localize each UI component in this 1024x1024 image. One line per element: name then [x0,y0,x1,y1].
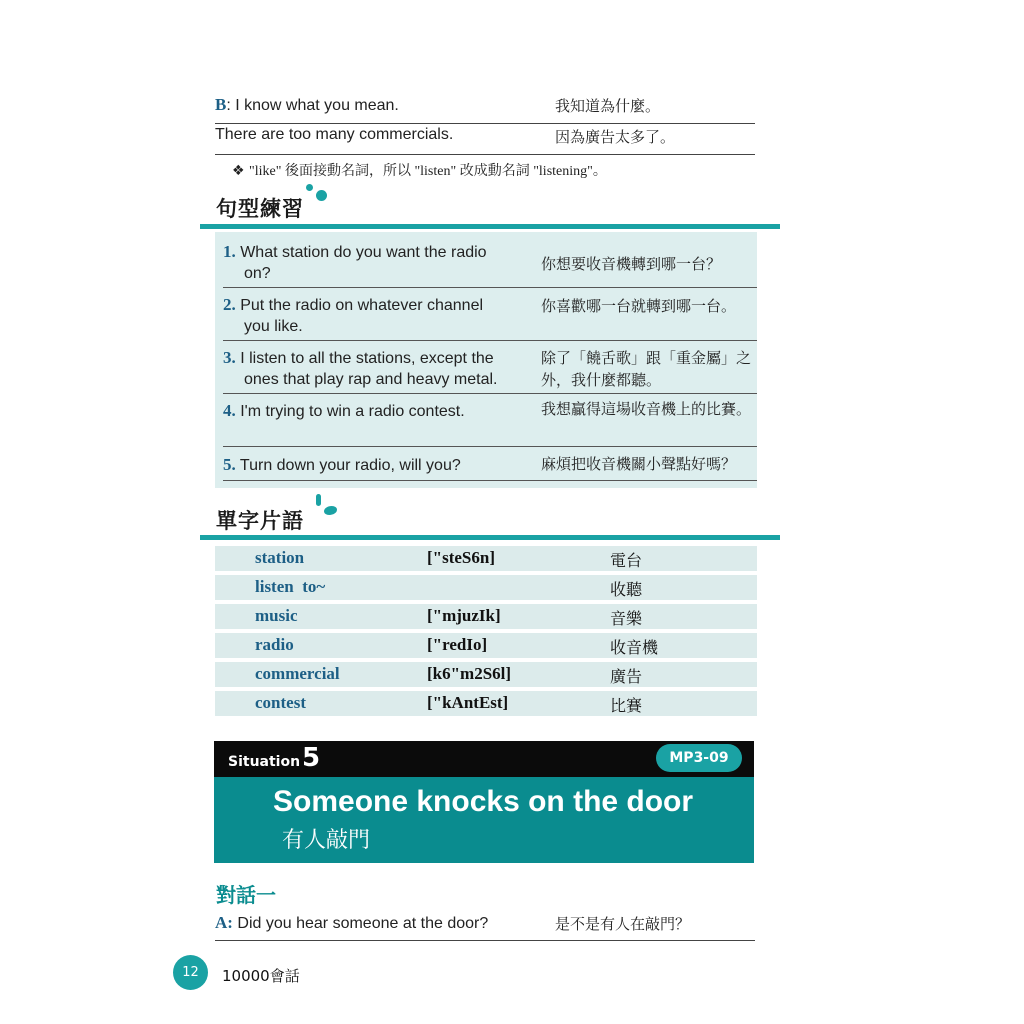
item-text-line2: on? [244,265,271,282]
item-number: 2. [223,295,236,314]
practice-item [223,241,757,288]
practice-item [223,398,757,447]
vocab-word: station [255,548,305,567]
note-text: "like" 後面接動名詞，所以 "listen" 改成動名詞 "listening"。 [249,164,607,179]
speaker-label: B [215,95,227,114]
vocab-phonetic: ["mjuzIk] [427,606,501,625]
vocab-title: 單字片語 [216,509,304,533]
audio-track-badge: MP3-09 [656,744,742,772]
vocab-word: radio [255,635,294,654]
practice-english [223,454,533,476]
item-text-line1: Turn down your radio, will you? [239,457,461,474]
vocab-word: listen to~ [255,577,326,596]
item-number: 4. [223,401,236,420]
item-number: 5. [223,455,236,474]
vocab-row [215,604,757,629]
decor-dot-icon [306,184,313,191]
vocab-phonetic: [k6"m2S6l] [427,664,512,683]
grammar-note [232,160,607,180]
speaker-label: A: [215,913,233,932]
dialogue-text: Did you hear someone at the door? [237,915,489,932]
section-rule [200,224,780,229]
dialogue-text: There are too many commercials. [215,126,454,143]
dialogue-chinese: 我知道為什麼。 [555,97,661,115]
vocab-phonetic: ["redIo] [427,635,488,654]
section-rule [200,535,780,540]
practice-english [223,294,533,337]
note-bullet-icon: ❖ [232,163,245,179]
practice-english [223,241,533,284]
item-translation: 除了「饒舌歌」跟「重金屬」之外，我什麼都聽。 [541,349,752,389]
vocab-meaning: 收聽 [610,580,643,599]
practice-item [223,294,757,341]
vocab-word: contest [255,693,306,712]
dialogue-chinese: 因為廣告太多了。 [555,128,676,146]
practice-item [223,347,757,394]
speaker-separator: : [226,97,236,114]
decor-dot-icon [316,190,327,201]
vocab-row [215,662,757,687]
situation-banner [214,777,754,863]
item-number: 3. [223,348,236,367]
practice-title: 句型練習 [216,197,304,221]
situation-number: 5 [302,743,321,773]
vocab-row [215,691,757,716]
vocab-meaning: 廣告 [610,667,643,686]
item-number: 1. [223,242,236,261]
dialogue-row [215,912,755,941]
dialogue-english [215,126,453,144]
dialogue-text: I know what you mean. [235,97,399,114]
situation-header [214,741,754,777]
vocab-phonetic: ["kAntEst] [427,693,509,712]
dialogue-title: 對話一 [216,883,276,907]
situation-subtitle: 有人敲門 [282,828,371,853]
dialogue-english [215,95,399,115]
practice-box [215,232,757,488]
vocab-meaning: 收音機 [610,638,659,657]
vocab-row [215,575,757,600]
dialogue-row [215,93,755,124]
item-text-line1: I'm trying to win a radio contest. [240,403,465,420]
item-text-line1: What station do you want the radio [240,244,487,261]
dialogue-row [215,124,755,155]
practice-english [223,347,533,390]
item-text-line1: Put the radio on whatever channel [240,297,484,314]
vocab-word: commercial [255,664,340,683]
page-number: 12 [173,955,208,990]
vocab-meaning: 比賽 [610,696,643,715]
vocab-row [215,546,757,571]
item-text-line1: I listen to all the stations, except the [240,350,494,367]
vocab-row [215,633,757,658]
practice-item [223,453,757,481]
item-translation: 麻煩把收音機關小聲點好嗎？ [541,455,737,473]
dialogue-chinese: 是不是有人在敲門？ [555,915,691,933]
decor-drop-icon [316,494,321,506]
item-text-line2: ones that play rap and heavy metal. [244,371,498,388]
item-text-line2: you like. [244,318,303,335]
vocab-word: music [255,606,298,625]
practice-english [223,400,533,422]
book-title: 10000會話 [222,967,300,985]
vocab-meaning: 電台 [610,551,643,570]
vocab-phonetic: ["steS6n] [427,548,495,567]
decor-drop-icon [324,506,337,515]
item-translation: 我想贏得這場收音機上的比賽。 [541,400,752,418]
vocab-meaning: 音樂 [610,609,643,628]
dialogue-english [215,913,488,933]
situation-label: Situation [228,754,301,770]
situation-title: Someone knocks on the door [273,785,694,818]
item-translation: 你喜歡哪一台就轉到哪一台。 [541,297,737,315]
item-translation: 你想要收音機轉到哪一台？ [541,255,722,273]
